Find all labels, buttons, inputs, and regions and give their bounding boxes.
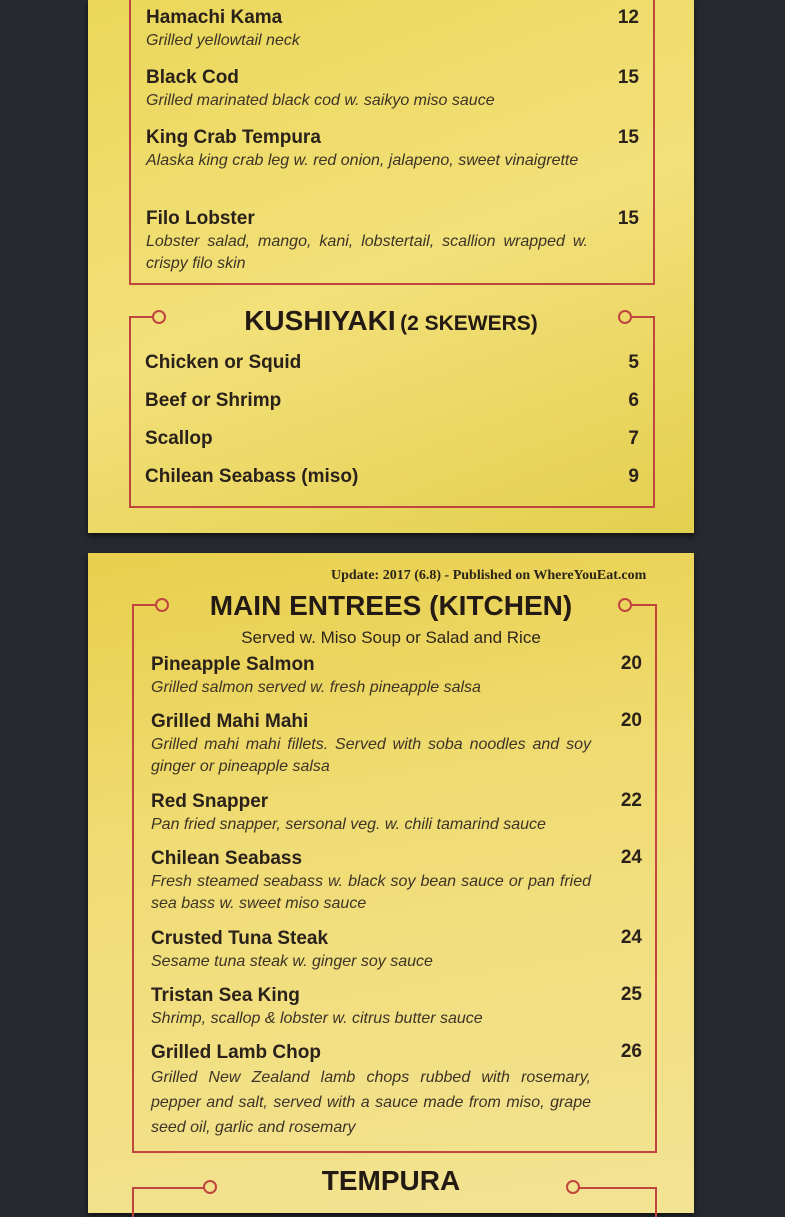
item-name: Filo Lobster xyxy=(146,208,255,229)
item-description: Fresh steamed seabass w. black soy bean sauce or pan fried sea bass w. sweet miso sauce xyxy=(151,873,591,912)
item-description: Sesame tuna steak w. ginger soy sauce xyxy=(151,953,433,970)
item-description: Pan fried snapper, sersonal veg. w. chili tamarind sauce xyxy=(151,816,546,833)
item-name: Pineapple Salmon xyxy=(151,654,315,675)
item-price: 22 xyxy=(620,790,642,811)
item-price: 24 xyxy=(620,847,642,868)
section-title: MAIN ENTREES (KITCHEN) xyxy=(209,590,573,621)
frame-right-border xyxy=(653,316,655,508)
item-description: Lobster salad, mango, kani, lobstertail, scallion wrapped w. crispy filo skin xyxy=(146,233,588,272)
section-title: TEMPURA xyxy=(321,1165,461,1196)
frame-left-border xyxy=(129,0,131,285)
item-description: Alaska king crab leg w. red onion, jalapeno, sweet vinaigrette xyxy=(146,152,579,169)
item-name: Red Snapper xyxy=(151,791,269,812)
item-description: Grilled marinated black cod w. saikyo miso sauce xyxy=(146,92,495,109)
item-price: 20 xyxy=(620,710,642,731)
item-name: Grilled Mahi Mahi xyxy=(151,711,309,732)
item-description: Grilled yellowtail neck xyxy=(146,32,300,49)
item-price: 20 xyxy=(620,653,642,674)
item-price: 9 xyxy=(628,466,639,487)
frame-left-border xyxy=(129,316,131,508)
item-name: King Crab Tempura xyxy=(146,127,321,148)
item-price: 24 xyxy=(620,927,642,948)
item-name: Beef or Shrimp xyxy=(145,390,282,411)
item-description: Grilled salmon served w. fresh pineapple salsa xyxy=(151,679,481,696)
section-title xyxy=(88,305,694,337)
item-name: Scallop xyxy=(145,428,213,449)
item-price: 6 xyxy=(628,390,639,411)
frame-right-border xyxy=(653,0,655,285)
frame-bottom-border xyxy=(132,1151,657,1153)
item-price: 5 xyxy=(628,352,639,373)
item-description: Grilled New Zealand lamb chops rubbed with rosemary, pepper and salt, served with a sauce made from miso, grape seed oil, garlic and rosemary xyxy=(151,1069,591,1136)
item-name: Black Cod xyxy=(146,67,239,88)
item-name: Chilean Seabass xyxy=(151,848,303,869)
item-description: Shrimp, scallop & lobster w. citrus butter sauce xyxy=(151,1010,483,1027)
item-name: Tristan Sea King xyxy=(151,985,300,1006)
item-name: Hamachi Kama xyxy=(146,7,283,28)
item-price: 12 xyxy=(617,7,639,28)
item-description: Grilled mahi mahi fillets. Served with soba noodles and soy ginger or pineapple salsa xyxy=(151,736,591,775)
item-name: Chicken or Squid xyxy=(145,352,302,373)
section-title-text: KUSHIYAKI xyxy=(244,305,396,336)
frame-left-border xyxy=(132,604,134,1153)
section-subtitle: Served w. Miso Soup or Salad and Rice xyxy=(241,628,541,647)
item-price: 15 xyxy=(617,127,639,148)
menu-page-bottom xyxy=(88,553,694,1213)
section-subtitle: (2 SKEWERS) xyxy=(400,312,538,335)
item-price: 25 xyxy=(620,984,642,1005)
item-name: Crusted Tuna Steak xyxy=(151,928,329,949)
item-price: 26 xyxy=(620,1041,642,1062)
item-name: Grilled Lamb Chop xyxy=(151,1042,321,1063)
frame-bottom-border xyxy=(129,283,655,285)
item-price: 15 xyxy=(617,67,639,88)
item-name: Chilean Seabass (miso) xyxy=(145,466,359,487)
item-price: 7 xyxy=(628,428,639,449)
item-price: 15 xyxy=(617,208,639,229)
publication-watermark: Update: 2017 (6.8) - Published on WhereYouEat.com xyxy=(331,568,647,583)
frame-right-border xyxy=(655,604,657,1153)
frame-bottom-border xyxy=(129,506,655,508)
menu-page-top xyxy=(88,0,694,533)
